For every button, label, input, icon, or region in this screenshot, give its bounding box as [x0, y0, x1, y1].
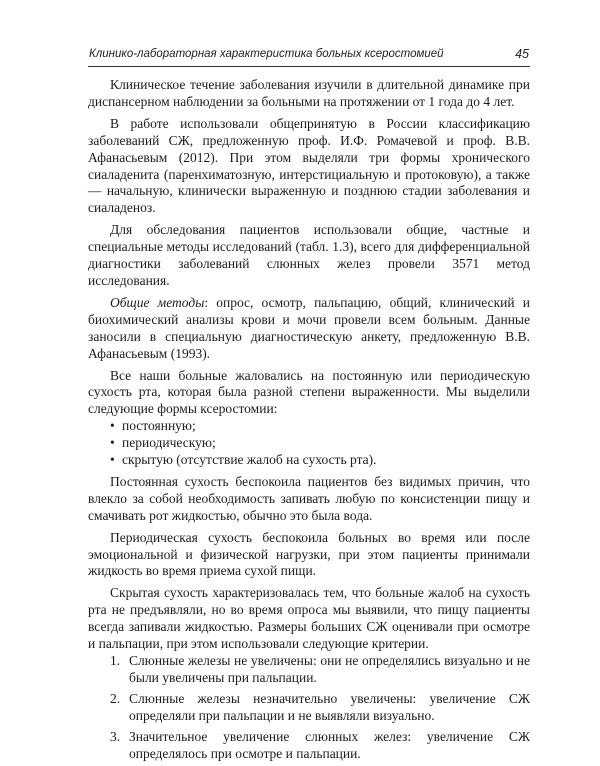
bullet-icon: •: [110, 435, 115, 451]
paragraph-general-methods: [88, 295, 530, 363]
paragraph-clinical-course: Клиническое течение заболевания изучили в длительной динамике при диспансерном наблюдении за больными на протяжении от 1 года до 4 лет.: [88, 77, 530, 109]
page-number: 45: [515, 47, 529, 61]
paragraph-constant-dryness: Постоянная сухость беспокоила пациентов без видимых причин, что влекло за собой необходимость запивать любую по консистенции пищу и смачивать рот жидкостью, обычно это была вода.: [88, 473, 530, 523]
paragraph-classification: В работе использовали общепринятую в России классификацию заболеваний СЖ, предложенную проф. И.Ф. Ромачевой и проф. В.В. Афанасьевым (2012). При этом выделяли три формы хронического сиаладенита (паренхиматозную, интерстициальную и протоковую), а также — начальную, клинически выраженную и позднюю стадии заболевания и сиаладеноз.: [88, 115, 530, 216]
list-item: • периодическую;: [110, 435, 216, 451]
list-item: • постоянную;: [110, 418, 196, 434]
paragraph-periodic-dryness: Периодическая сухость беспокоила больных во время или после эмоциональной и физической нагрузки, при этом пациенты принимали жидкость во время приема сухой пищи.: [88, 529, 530, 579]
running-header-title: Клинико-лабораторная характеристика больных ксеростомией: [89, 48, 444, 60]
item-number: 1.: [110, 653, 121, 668]
general-methods-lead: Общие методы: [110, 294, 205, 310]
item-number: 2.: [110, 690, 121, 706]
xerostomia-forms-list: [88, 418, 530, 469]
running-header: [88, 46, 530, 67]
criteria-list: [88, 653, 530, 762]
list-item: • скрытую (отсутствие жалоб на сухость рта).: [110, 452, 377, 468]
list-item: 1. Слюнные железы не увеличены: они не определялись визуально и не были увеличены при пальпации.: [110, 653, 530, 685]
bullet-icon: •: [110, 418, 115, 434]
paragraph-complaints: Все наши больные жаловались на постоянную или периодическую сухость рта, которая была разной степени выраженности. Мы выделили следующие формы ксеростомии:: [88, 367, 530, 417]
item-number: 3.: [110, 728, 121, 744]
general-methods-text: : опрос, осмотр, пальпацию, общий, клинический и биохимический анализы крови и мочи провели всем больным. Данные заносили в специальную диагностическую анкету, предложенную В.В. Афанасьевым (1993).: [88, 294, 530, 361]
list-item: 2. Слюнные железы незначительно увеличены: увеличение СЖ определяли при пальпации и не выявляли визуально.: [110, 690, 530, 723]
paragraph-methods: Для обследования пациентов использовали общие, частные и специальные методы исследований (табл. 1.3), всего для дифференциальной диагностики заболеваний слюнных желез провели 3571 метод исследования.: [88, 222, 530, 288]
list-item: 3. Значительное увеличение слюнных желез: увеличение СЖ определялось при осмотре и пальпации.: [110, 728, 530, 761]
bullet-icon: •: [110, 452, 115, 468]
paragraph-hidden-dryness: Скрытая сухость характеризовалась тем, что больные жалоб на сухость рта не предъявляли, но во время опроса мы выявили, что пищу пациенты всегда запивали жидкостью. Размеры больших СЖ оценивали при осмотре и пальпации, при этом использовали следующие критерии.: [88, 585, 530, 652]
body-text: [88, 77, 530, 766]
